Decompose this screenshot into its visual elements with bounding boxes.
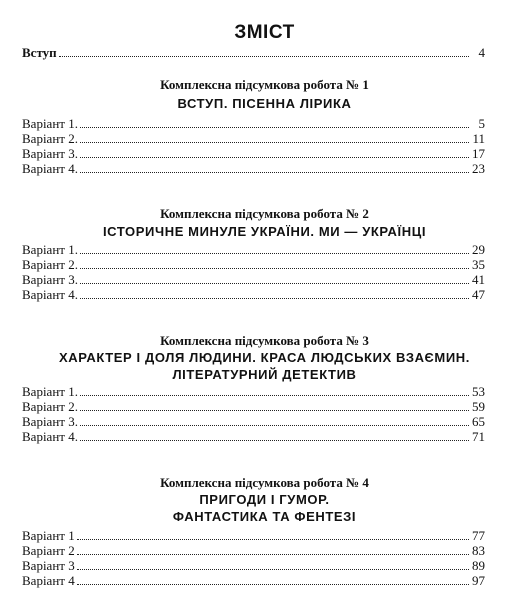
section-4-subtitle: Комплексна підсумкова робота № 4 bbox=[160, 475, 369, 490]
dot-leader bbox=[80, 131, 469, 143]
toc-entry-label: Варіант 3. bbox=[22, 272, 78, 287]
toc-entry-s3-v3[interactable] bbox=[22, 414, 485, 429]
toc-entry-label: Варіант 1. bbox=[22, 384, 78, 399]
toc-entry-s3-v1[interactable] bbox=[22, 384, 485, 399]
toc-entry-s1-v2[interactable] bbox=[22, 131, 485, 146]
toc-entry-page: 17 bbox=[472, 146, 485, 161]
toc-entry-page: 65 bbox=[472, 414, 485, 429]
toc-entry-label: Вступ bbox=[22, 45, 57, 60]
toc-entry-s3-v2[interactable] bbox=[22, 399, 485, 414]
toc-entry-label: Варіант 2 bbox=[22, 543, 75, 558]
dot-leader bbox=[77, 573, 469, 585]
dot-leader bbox=[80, 429, 469, 441]
toc-entry-page: 83 bbox=[472, 543, 485, 558]
toc-entry-s2-v4[interactable] bbox=[22, 287, 485, 302]
toc-entry-label: Варіант 4. bbox=[22, 161, 78, 176]
section-3-heading-line-2: ЛІТЕРАТУРНИЙ ДЕТЕКТИВ bbox=[172, 367, 357, 382]
toc-entry-page: 89 bbox=[472, 558, 485, 573]
dot-leader bbox=[80, 242, 469, 254]
dot-leader bbox=[59, 45, 469, 57]
toc-entry-page: 11 bbox=[472, 131, 485, 146]
toc-entry-s2-v2[interactable] bbox=[22, 257, 485, 272]
toc-entry-page: 47 bbox=[472, 287, 485, 302]
toc-entry-label: Варіант 4. bbox=[22, 287, 78, 302]
toc-entry-page: 4 bbox=[478, 45, 485, 60]
section-1-heading: ВСТУП. ПІСЕННА ЛІРИКА bbox=[177, 96, 352, 111]
toc-entry-page: 97 bbox=[472, 573, 485, 588]
dot-leader bbox=[80, 399, 469, 411]
toc-entry-page: 41 bbox=[472, 272, 485, 287]
toc-entry-s1-v4[interactable] bbox=[22, 161, 485, 176]
toc-entry-page: 23 bbox=[472, 161, 485, 176]
toc-entry-s1-v1[interactable] bbox=[22, 116, 485, 131]
page-title: ЗМІСТ bbox=[234, 22, 295, 43]
section-3-subtitle: Комплексна підсумкова робота № 3 bbox=[160, 333, 369, 348]
dot-leader bbox=[77, 543, 469, 555]
toc-entry-page: 71 bbox=[472, 429, 485, 444]
toc-entry-label: Варіант 2. bbox=[22, 257, 78, 272]
toc-entry-page: 29 bbox=[472, 242, 485, 257]
toc-entry-label: Варіант 3 bbox=[22, 558, 75, 573]
toc-entry-s1-v3[interactable] bbox=[22, 146, 485, 161]
section-1-subtitle: Комплексна підсумкова робота № 1 bbox=[160, 77, 369, 92]
toc-entry-s2-v1[interactable] bbox=[22, 242, 485, 257]
toc-entry-s4-v1[interactable] bbox=[22, 528, 485, 543]
toc-entry-label: Варіант 3. bbox=[22, 414, 78, 429]
toc-entry-page: 77 bbox=[472, 528, 485, 543]
toc-entry-label: Варіант 4 bbox=[22, 573, 75, 588]
toc-entry-page: 35 bbox=[472, 257, 485, 272]
toc-entry-label: Варіант 1. bbox=[22, 242, 78, 257]
toc-entry-label: Варіант 3. bbox=[22, 146, 78, 161]
toc-entry-label: Варіант 2. bbox=[22, 131, 78, 146]
toc-entry-label: Варіант 1. bbox=[22, 116, 78, 131]
section-4-heading-line-1: ПРИГОДИ І ГУМОР. bbox=[199, 492, 330, 507]
dot-leader bbox=[77, 528, 469, 540]
toc-entry-s4-v4[interactable] bbox=[22, 573, 485, 588]
section-3-heading-line-1: ХАРАКТЕР І ДОЛЯ ЛЮДИНИ. КРАСА ЛЮДСЬКИХ ВЗАЄМИН. bbox=[59, 350, 470, 365]
toc-entry-label: Варіант 4. bbox=[22, 429, 78, 444]
section-2-subtitle: Комплексна підсумкова робота № 2 bbox=[160, 206, 369, 221]
toc-entry-page: 59 bbox=[472, 399, 485, 414]
dot-leader bbox=[80, 116, 469, 128]
toc-entry-page: 5 bbox=[478, 116, 485, 131]
toc-entry-label: Варіант 2. bbox=[22, 399, 78, 414]
toc-entry-s4-v2[interactable] bbox=[22, 543, 485, 558]
dot-leader bbox=[80, 161, 469, 173]
toc-entry-s2-v3[interactable] bbox=[22, 272, 485, 287]
toc-entry-label: Варіант 1 bbox=[22, 528, 75, 543]
dot-leader bbox=[80, 146, 469, 158]
toc-entry-s4-v3[interactable] bbox=[22, 558, 485, 573]
dot-leader bbox=[80, 257, 469, 269]
section-4-heading-line-2: ФАНТАСТИКА ТА ФЕНТЕЗІ bbox=[172, 509, 357, 524]
dot-leader bbox=[80, 384, 469, 396]
section-2-heading: ІСТОРИЧНЕ МИНУЛЕ УКРАЇНИ. МИ — УКРАЇНЦІ bbox=[102, 224, 427, 239]
toc-entry-s3-v4[interactable] bbox=[22, 429, 485, 444]
dot-leader bbox=[77, 558, 469, 570]
dot-leader bbox=[80, 287, 469, 299]
toc-entry-intro[interactable] bbox=[22, 45, 485, 60]
dot-leader bbox=[80, 272, 469, 284]
toc-entry-page: 53 bbox=[472, 384, 485, 399]
dot-leader bbox=[80, 414, 469, 426]
